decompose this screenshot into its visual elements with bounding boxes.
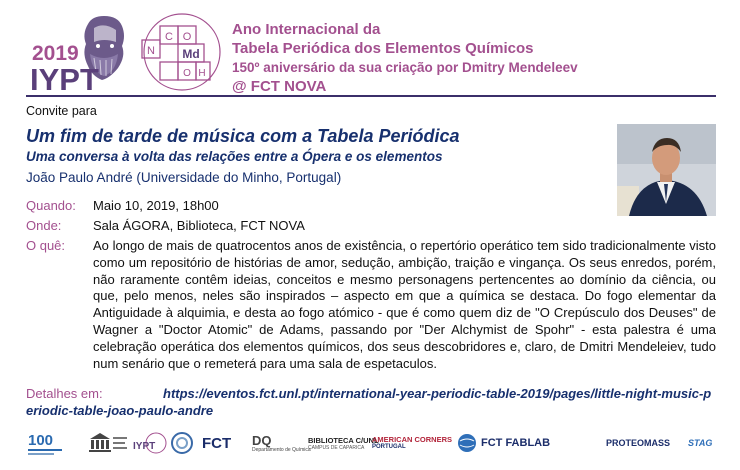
event-subtitle: Uma conversa à volta das relações entre a Ópera e os elementos <box>26 149 443 164</box>
where-value: Sala ÁGORA, Biblioteca, FCT NOVA <box>93 218 305 233</box>
partner-logo-american-corners-text: AMERICAN CORNERS <box>372 435 453 444</box>
header-line-2: Tabela Periódica dos Elementos Químicos <box>232 40 534 57</box>
partner-logo-fct-text: FCT <box>202 434 232 452</box>
partner-logo-proteomass-text: PROTEOMASS <box>606 437 671 448</box>
partner-logo-centenary <box>26 428 64 458</box>
partner-logo-american-corners <box>372 428 452 458</box>
details-link[interactable]: https://eventos.fct.unl.pt/international-year-periodic-table-2019/pages/little-night-music-periodic-table-joao-paulo-andre <box>26 386 712 418</box>
logo-tile-md: Md <box>182 47 200 61</box>
partner-logo-stag-text: STAG <box>688 437 713 448</box>
fablab-globe-icon <box>456 432 478 454</box>
partner-logo-dq-text: DQ <box>252 432 272 448</box>
partner-logo-biblioteca-sub: CAMPUS DE CAPARICA <box>308 444 365 451</box>
partner-logo-iypt-text: IYPT <box>133 441 156 452</box>
logo-tile-6: H <box>198 68 206 79</box>
logo-tile-3: O <box>182 31 192 43</box>
partner-logo-dq-sub: Departamento de Química <box>252 446 311 453</box>
partner-logo-biblioteca-text: BIBLIOTECA C/UNL <box>308 435 379 445</box>
partner-logo-fct <box>202 428 231 458</box>
logo-tile-1: N <box>147 45 155 57</box>
partner-logo-iypt <box>132 428 168 458</box>
partner-logo-dq <box>252 428 311 458</box>
logo-acronym: IYPT <box>30 62 99 94</box>
what-label: O quê: <box>26 238 66 253</box>
partner-logo-fablab-text: FCT FABLAB <box>481 436 551 449</box>
event-title: Um fim de tarde de música com a Tabela Periódica <box>26 126 460 146</box>
speaker-name: João Paulo André (Universidade do Minho, Portugal) <box>26 170 342 185</box>
header-block <box>232 20 578 96</box>
logo-tile-5: O <box>183 68 191 79</box>
what-description: Ao longo de mais de quatrocentos anos de existência, o repertório operático tem sido tradicionalmente visto como um repositório de histórias de amor, sedução, ambição, traição e vingança. Os seus enredos, porém, não raramente contêm ideias, conceitos e mesmo personagens pertencentes ao domínio da ciência, ou que, pelo menos, neles são inspirados – aspecto em que a química se destaca. Do fogo elementar da Antiguidade à alquimia, e desta ao fogo atómico - que é como quem diz de "O Crepúsculo dos Deuses" de Wagner a "Doctor Atomic" de Adams, passando por "Der Alchymist de Spohr" - esta palestra é uma celebração operática dos elementos químicos, dos seus descobridores e, claro, de Dmitri Mendeleiev, tudo num senário que o remeterá para uma sala de espetaculos. <box>93 238 716 371</box>
iypt-logo <box>30 12 226 94</box>
where-label: Onde: <box>26 218 62 233</box>
when-label: Quando: <box>26 198 76 213</box>
logo-tile-2: C <box>165 31 173 43</box>
header-line-3: 150º aniversário da sua criação por Dmitry Mendeleev <box>232 60 578 75</box>
partner-logo-proteomass <box>606 428 670 458</box>
speaker-photo <box>617 124 716 216</box>
when-value: Maio 10, 2019, 18h00 <box>93 198 219 213</box>
partner-logo-fablab <box>456 428 550 458</box>
header-divider <box>26 95 716 97</box>
partner-logo-circle <box>170 428 194 458</box>
partner-logo-biblioteca <box>308 428 379 458</box>
partner-logo-stag <box>688 428 712 458</box>
partner-logos <box>26 428 716 458</box>
header-line-4: @ FCT NOVA <box>232 78 327 95</box>
partner-logo-unesco <box>86 428 128 458</box>
logo-year: 2019 <box>32 42 79 65</box>
partner-logo-american-corners-sub: PORTUGAL <box>372 444 406 450</box>
details-label: Detalhes em: <box>26 386 103 401</box>
partner-logo-centenary-text: 100 <box>28 432 54 449</box>
invite-label: Convite para <box>26 104 97 118</box>
header-line-1: Ano Internacional da <box>232 21 381 38</box>
